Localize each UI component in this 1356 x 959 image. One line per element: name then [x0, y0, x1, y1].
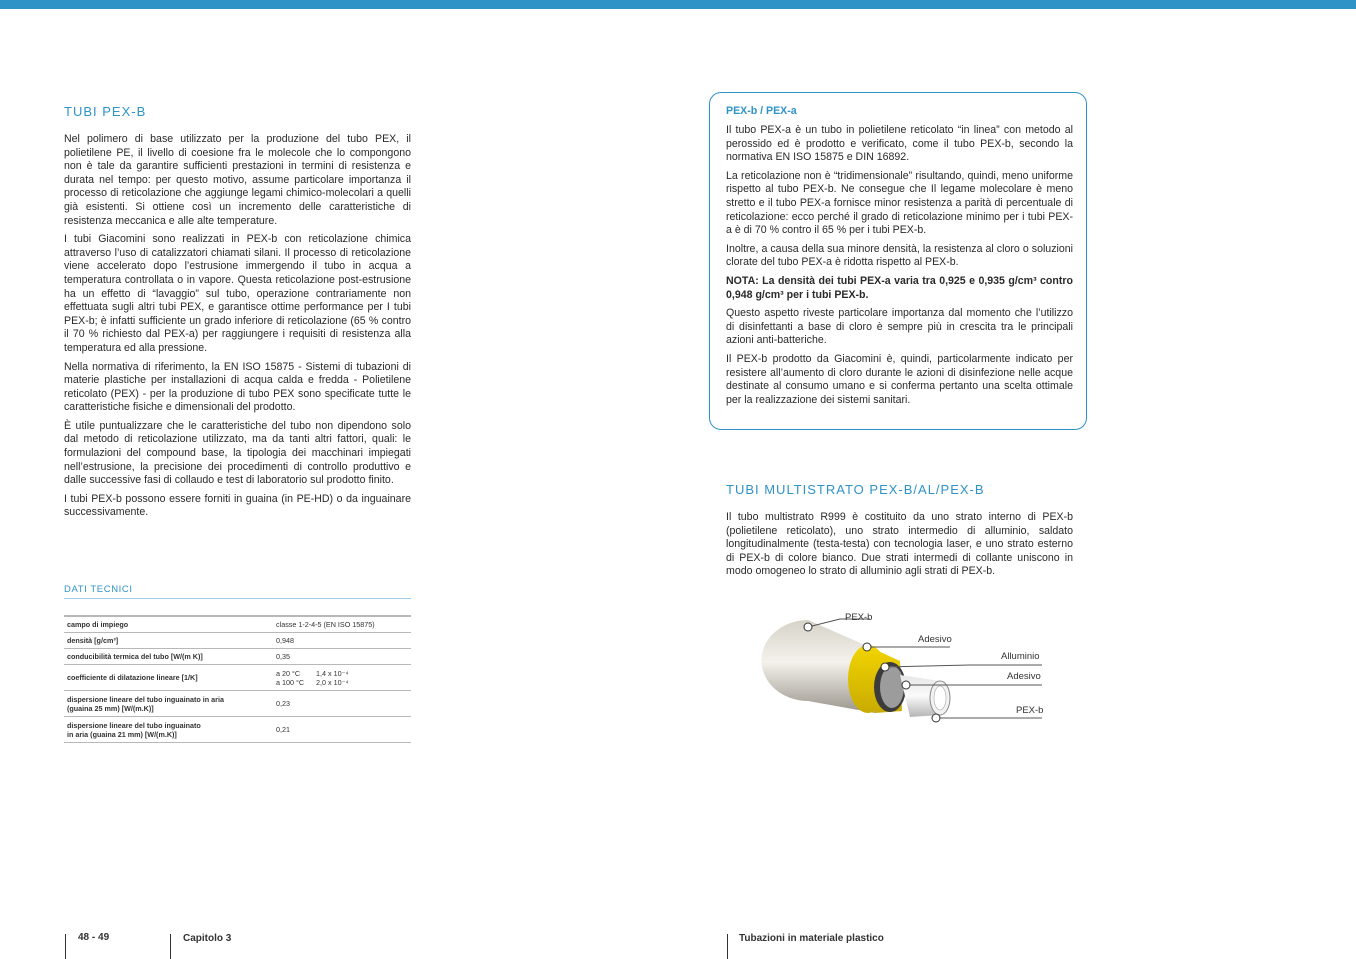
- table-key: [64, 717, 273, 743]
- table-row: [64, 616, 411, 633]
- temp-label: a 20 °C: [276, 668, 301, 678]
- box-title: PEX-b / PEX-a: [726, 105, 797, 117]
- paragraph: Questo aspetto riveste particolare importanza dal momento che l’utilizzo di disinfettanti a base di cloro è sempre più in crescita tra le principali azioni anti-batteriche.: [726, 307, 1073, 347]
- table-key: campo di impiego: [64, 616, 273, 633]
- temp-label: a 100 °C: [276, 677, 305, 687]
- aluminium-ring: [880, 666, 904, 708]
- paragraph: Nel polimero di base utilizzato per la produzione del tubo PEX, il polietilene PE, il livello di coesione fra le molecole che lo compongono non è tale da garantire sufficienti prestazioni in termini di resistenza e durata nel tempo: per questo motivo, assume particolare importanza il processo di reticolazione che aggiunge legami chimico-molecolari a quelli già esistenti. Si ottiene così un incremento delle caratteristiche di resistenza meccanica e alle alte temperature.: [64, 133, 411, 227]
- coeff-value: 2,0 x 10⁻⁴: [316, 677, 349, 687]
- footer-divider: [65, 934, 66, 959]
- pipe-illustration: [740, 605, 1060, 735]
- technical-data-table: [64, 615, 411, 743]
- multistrato-text: [726, 511, 1073, 584]
- table-value: 0,21: [273, 717, 411, 743]
- paragraph: Il PEX-b prodotto da Giacomini è, quindi, particolarmente indicato per resistere all’aumento di cloro durante le azioni di disinfezione nelle acque destinate al consumo umano e si conferma pertanto una scelta ottimale per la realizzazione dei sistemi sanitari.: [726, 352, 1073, 406]
- table-key-line: in aria (guaina 21 mm) [W/(m.K)]: [67, 729, 177, 739]
- box-text: [726, 124, 1073, 412]
- paragraph: Il tubo multistrato R999 è costituito da uno strato interno di PEX-b (polietilene reticolato), uno strato intermedio di alluminio, saldato longitudinalmente (testa-testa) con tecnologia laser, e uno strato esterno di PEX-b di colore bianco. Due strati intermedi di collante uniscono in modo omogeneo lo strato di alluminio agli strati di PEX-b.: [726, 511, 1073, 578]
- table-key: densità [g/cm³]: [64, 633, 273, 649]
- section-label: Tubazioni in materiale plastico: [739, 933, 884, 944]
- table-key-line: (guaina 25 mm) [W/(m.K)]: [67, 703, 154, 713]
- table-row: [64, 649, 411, 665]
- table-row: [64, 633, 411, 649]
- paragraph: Il tubo PEX-a è un tubo in polietilene reticolato “in linea” con metodo al perossido ed è prodotto e verificato, come il tubo PEX-b, secondo la normativa EN ISO 15875 e DIN 16892.: [726, 124, 1073, 164]
- table-key: [64, 691, 273, 717]
- top-accent-bar: [0, 0, 1356, 9]
- label-adesivo-outer: Adesivo: [918, 634, 952, 645]
- paragraph: È utile puntualizzare che le caratteristiche del tubo non dipendono solo dal metodo di reticolazione utilizzato, ma da tanti altri fattori, quali: le formulazioni del compound base, la tipologia dei macchinari impiegati nell’estrusione, la precisione dei procedimenti di controllo produttivo e dalle successive fasi di collaudo e test di laboratorio sul prodotto finito.: [64, 419, 411, 487]
- pipe-layers-diagram: [740, 605, 1060, 735]
- table-key-line: dispersione lineare del tubo inguainato in aria: [67, 694, 224, 704]
- section-title-multistrato: TUBI MULTISTRATO PEX-B/AL/PEX-B: [726, 482, 985, 497]
- label-alluminio: Alluminio: [1001, 651, 1040, 662]
- table-value: classe 1-2-4-5 (EN ISO 15875): [273, 616, 411, 633]
- paragraph: I tubi Giacomini sono realizzati in PEX-b con reticolazione chimica attraverso l’uso di catalizzatori chiamati silani. Il processo di reticolazione viene accelerato dopo l’estrusione immergendo il tubo in acqua a temperatura controllata o in vapore. Questa reticolazione post-estrusione ha un effetto di “lavaggio” sul tubo, operazione contrariamente non effettuata sugli altri tubi PEX, e garantisce ottime performance per I tubi PEX-b; è infatti sufficiente un grado inferiore di reticolazione (65 % contro il 70 % richiesto dal PEX-a) per raggiungere i requisiti di resistenza alla temperatura ed alla pressione.: [64, 233, 411, 354]
- table-value: 0,35: [273, 649, 411, 665]
- table-value: 0,23: [273, 691, 411, 717]
- table-row: [64, 665, 411, 691]
- table-row: [64, 717, 411, 743]
- coeff-value: 1,4 x 10⁻⁴: [316, 668, 349, 678]
- footer-divider: [727, 934, 728, 959]
- paragraph: Inoltre, a causa della sua minore densità, la resistenza al cloro o soluzioni clorate del tubo PEX-a è ridotta rispetto al PEX-b.: [726, 242, 1073, 269]
- table-value: [273, 665, 411, 691]
- table-value: 0,948: [273, 633, 411, 649]
- table-key-line: dispersione lineare del tubo inguainato: [67, 720, 201, 730]
- paragraph: La reticolazione non è “tridimensionale” risultando, quindi, meno uniforme rispetto al tubo PEX-b. Ne consegue che Il legame molecolare è meno stretto e il tubo PEX-a fornisce minor resistenza a parità di percentuale di reticolazione: ecco perché il grado di reticolazione minimo per i tubi PEX-a è di 70 % contro il 65 % per i tubi PEX-b.: [726, 169, 1073, 237]
- note-paragraph: NOTA: La densità dei tubi PEX-a varia tra 0,925 e 0,935 g/cm³ contro 0,948 g/cm³ per i tubi PEX-b.: [726, 274, 1073, 301]
- label-pex-b-outer: PEX-b: [845, 612, 873, 623]
- table-row: [64, 691, 411, 717]
- label-adesivo-inner: Adesivo: [1007, 671, 1041, 682]
- footer-divider: [170, 934, 171, 959]
- section-title-pex-b: TUBI PEX-B: [64, 104, 147, 119]
- paragraph: I tubi PEX-b possono essere forniti in guaina (in PE-HD) o da inguainare successivamente.: [64, 492, 411, 519]
- table-key: coefficiente di dilatazione lineare [1/K]: [64, 665, 273, 691]
- paragraph: Nella normativa di riferimento, la EN ISO 15875 - Sistemi di tubazioni di materie plastiche per installazioni di acqua calda e fredda - Polietilene reticolato (PEX) - per la produzione di tubo PEX sono specificate tutte le caratteristiche fisiche e dimensionali del prodotto.: [64, 360, 411, 414]
- page-numbers: 48 - 49: [78, 932, 110, 943]
- chapter-label: Capitolo 3: [183, 933, 232, 944]
- inner-pipe-bore: [934, 686, 946, 710]
- pex-b-text: [64, 133, 411, 525]
- dati-tecnici-title: DATI TECNICI: [64, 584, 411, 599]
- table-key: conducibilità termica del tubo [W/(m K)]: [64, 649, 273, 665]
- label-pex-b-inner: PEX-b: [1016, 705, 1044, 716]
